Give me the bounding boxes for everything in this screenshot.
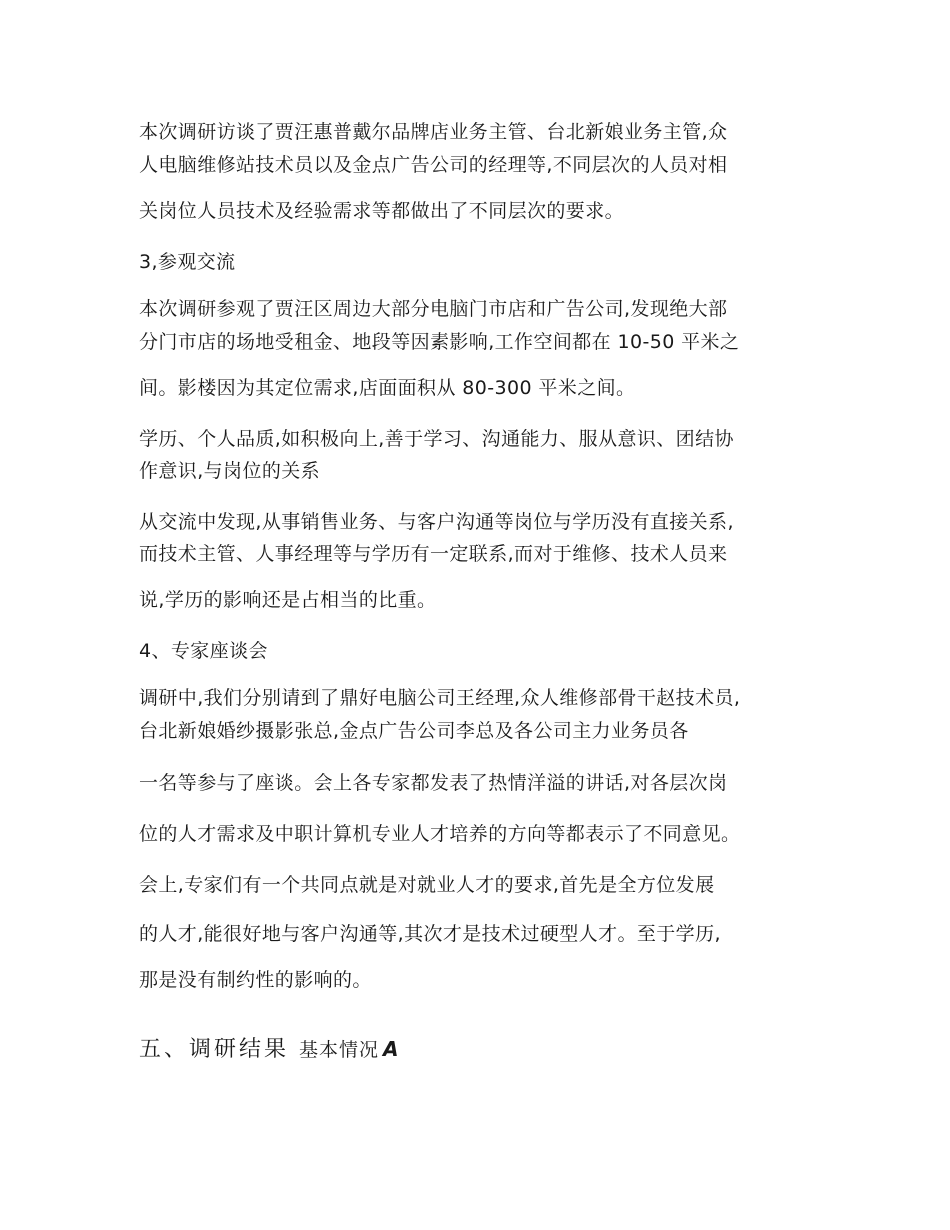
paragraph-line: 从交流中发现,从事销售业务、与客户沟通等岗位与学历没有直接关系, <box>139 511 734 533</box>
paragraph-line: 调研中,我们分别请到了鼎好电脑公司王经理,众人维修部骨干赵技术员, <box>139 687 741 709</box>
paragraph-line: 作意识,与岗位的关系 <box>139 460 321 482</box>
paragraph-line: 那是没有制约性的影响的。 <box>139 969 372 991</box>
paragraph-line: 台北新娘婚纱摄影张总,金点广告公司李总及各公司主力业务员各 <box>139 720 689 742</box>
paragraph-line: 说,学历的影响还是占相当的比重。 <box>139 589 437 611</box>
paragraph-line: 的人才,能很好地与客户沟通等,其次才是技术过硬型人才。至于学历, <box>139 923 721 945</box>
chapter-heading-title: 五、调研结果 <box>139 1037 290 1062</box>
paragraph-line: 学历、个人品质,如积极向上,善于学习、沟通能力、服从意识、团结协 <box>139 428 734 450</box>
paragraph-line: 关岗位人员技术及经验需求等都做出了不同层次的要求。 <box>139 200 625 222</box>
paragraph-line: 本次调研参观了贾汪区周边大部分电脑门市店和广告公司,发现绝大部 <box>139 298 728 320</box>
paragraph-line: 人电脑维修站技术员以及金点广告公司的经理等,不同层次的人员对相 <box>139 154 728 176</box>
chapter-heading-marker: A <box>383 1037 400 1061</box>
paragraph-line: 间。影楼因为其定位需求,店面面积从 80-300 平米之间。 <box>139 377 636 399</box>
chapter-heading-subtitle: 基本情况 <box>299 1039 380 1061</box>
section-heading: 3,参观交流 <box>139 251 236 273</box>
paragraph-line: 分门市店的场地受租金、地段等因素影响,工作空间都在 10-50 平米之 <box>139 331 740 353</box>
paragraph-line: 本次调研访谈了贾汪惠普戴尔品牌店业务主管、台北新娘业务主管,众 <box>139 121 728 143</box>
paragraph-line: 位的人才需求及中职计算机专业人才培养的方向等都表示了不同意见。 <box>139 823 741 845</box>
section-heading: 4、专家座谈会 <box>139 640 268 662</box>
chapter-heading <box>139 1035 400 1064</box>
paragraph-line: 而技术主管、人事经理等与学历有一定联系,而对于维修、技术人员来 <box>139 543 728 565</box>
paragraph-line: 会上,专家们有一个共同点就是对就业人才的要求,首先是全方位发展 <box>139 874 715 896</box>
paragraph-line: 一名等参与了座谈。会上各专家都发表了热情洋溢的讲话,对各层次岗 <box>139 772 728 794</box>
